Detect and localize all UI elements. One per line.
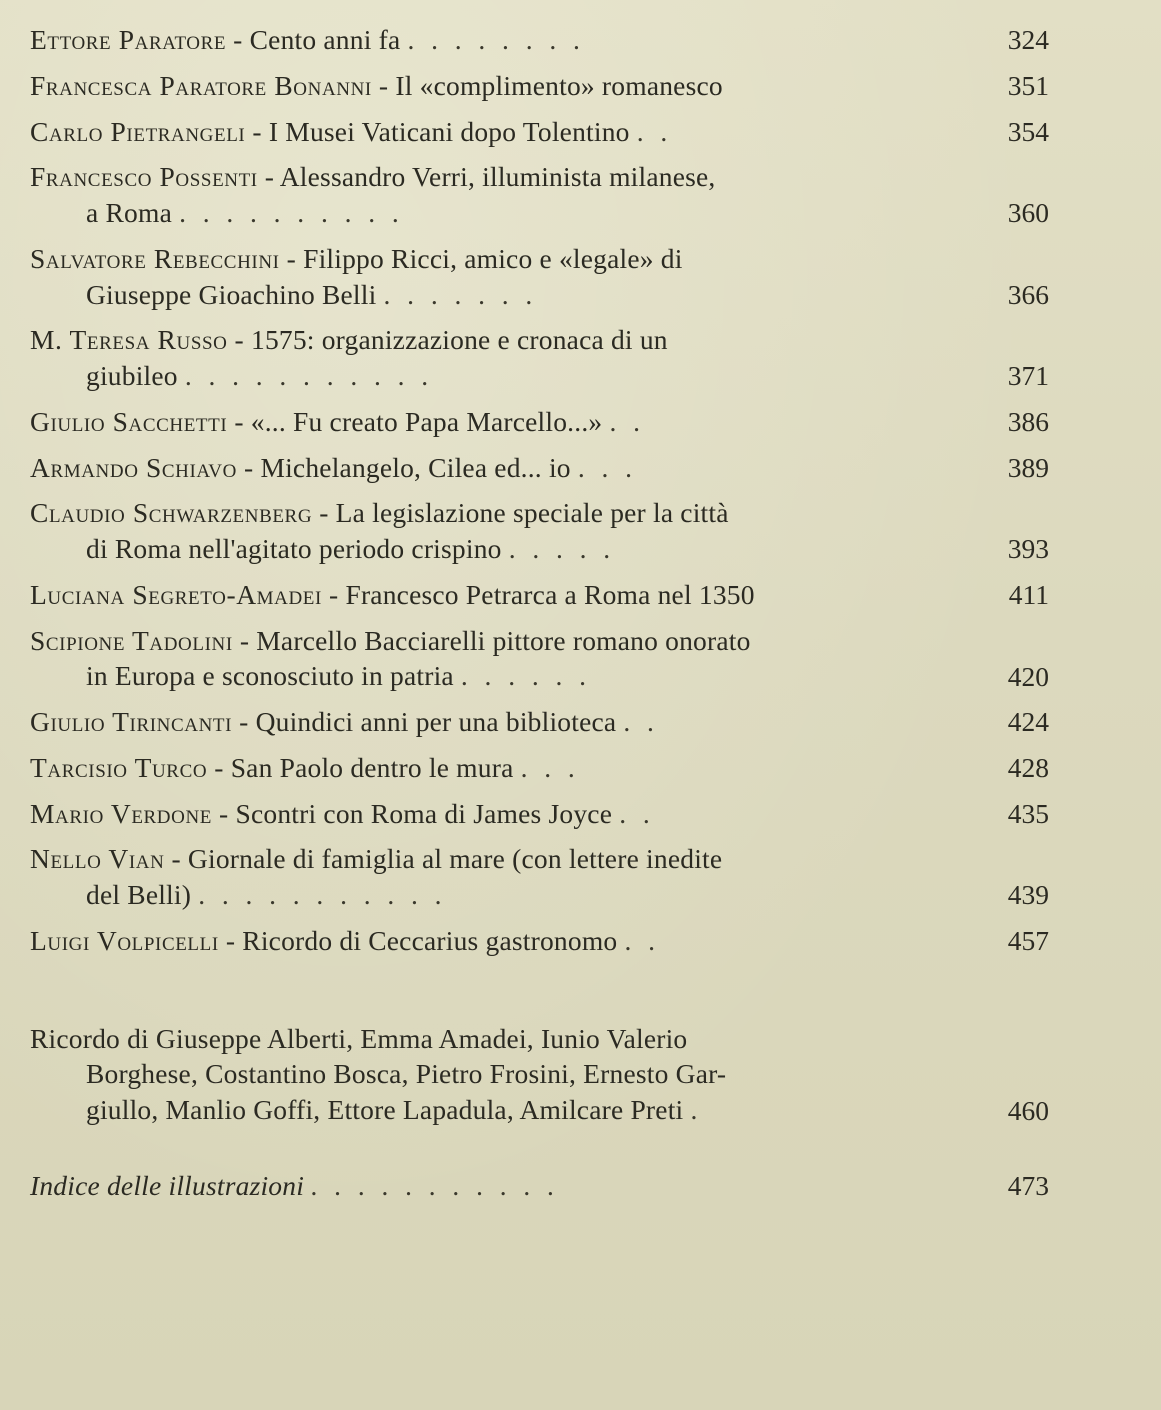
toc-entry[interactable] — [30, 495, 1049, 567]
toc-entry-text — [30, 1168, 1049, 1204]
memorial-line-2: Borghese, Costantino Bosca, Pietro Frosini, Ernesto Gar- — [86, 1058, 727, 1090]
toc-entry[interactable] — [30, 623, 1049, 695]
toc-entry-dash: - — [321, 578, 346, 610]
toc-entry-title: I Musei Vaticani dopo Tolentino — [268, 115, 630, 147]
toc-entry-author: Nello Vian — [30, 843, 165, 875]
toc-entry-continuation: giubileo . . . . . . . . . . . — [86, 360, 434, 391]
toc-entry-title: La legislazione speciale per la città — [335, 497, 729, 529]
toc-entry-author: Tarcisio Turco — [30, 751, 208, 783]
toc-page-number[interactable]: 439 — [1007, 879, 1049, 911]
toc-leaders: . . — [624, 924, 660, 956]
toc-entry-author: Francesca Paratore Bonanni — [30, 69, 372, 101]
toc-entry-text — [30, 623, 1049, 695]
toc-entry[interactable] — [30, 68, 1049, 104]
toc-entry-title: Il «complimento» romanesco — [395, 69, 723, 101]
toc-page-number[interactable]: 457 — [1007, 924, 1049, 956]
toc-leaders: . . . . . . . . — [407, 24, 585, 55]
toc-entry-dash: - — [245, 115, 269, 147]
toc-page-number[interactable]: 435 — [1007, 797, 1049, 829]
toc-entry-author: Armando Schiavo — [30, 451, 237, 483]
toc-page-number[interactable]: 360 — [1007, 197, 1049, 229]
toc-entry[interactable] — [30, 704, 1049, 740]
toc-entry-dash: - — [371, 69, 396, 101]
toc-entry-dash: - — [211, 797, 236, 829]
toc-entry-author: Mario Verdone — [30, 797, 212, 829]
memorial-line-3: giullo, Manlio Goffi, Ettore Lapadula, Amilcare Preti . — [86, 1094, 703, 1125]
toc-entry-continuation: di Roma nell'agitato periodo crispino . . . . . — [86, 533, 616, 564]
toc-page-number[interactable]: 324 — [1007, 24, 1049, 55]
toc-entry-text — [30, 68, 1049, 104]
toc-entry[interactable] — [30, 159, 1049, 231]
toc-entry-author: Carlo Pietrangeli — [30, 115, 246, 147]
toc-entry-title: Giornale di famiglia al mare (con lettere inedite — [187, 843, 723, 875]
toc-entry-title: Quindici anni per una biblioteca — [255, 706, 617, 737]
toc-entry-dash: - — [164, 843, 188, 875]
toc-entry-title: Michelangelo, Cilea ed... io — [260, 451, 571, 483]
toc-entry-title: Alessandro Verri, illuminista milanese, — [279, 161, 716, 193]
toc-entry[interactable] — [30, 241, 1049, 313]
toc-page-number[interactable]: 420 — [1007, 660, 1049, 692]
toc-entry-dash: - — [207, 751, 231, 783]
toc-entry-title: San Paolo dentro le mura — [230, 751, 514, 783]
toc-entry-text — [30, 114, 1049, 150]
toc-entry-title: Filippo Ricci, amico e «legale» di — [303, 242, 683, 274]
toc-entry-author: Salvatore Rebecchini — [30, 242, 280, 274]
toc-entry[interactable] — [30, 750, 1049, 786]
toc-entry-text — [30, 322, 1049, 394]
toc-entry-dash: - — [257, 161, 280, 193]
toc-entry-text — [30, 495, 1049, 567]
toc-leaders: . . . — [520, 751, 580, 783]
toc-entry-title: Francesco Petrarca a Roma nel 1350 — [345, 578, 755, 610]
toc-entry[interactable] — [30, 841, 1049, 913]
toc-entry[interactable] — [30, 322, 1049, 394]
toc-leaders: . . — [619, 797, 655, 829]
toc-entry-author: Luigi Volpicelli — [30, 924, 219, 956]
toc-entry-author: Claudio Schwarzenberg — [30, 497, 313, 529]
toc-page-number[interactable]: 473 — [1007, 1169, 1049, 1201]
toc-page-number[interactable]: 393 — [1007, 533, 1049, 565]
toc-leaders: . . . . . — [508, 533, 616, 564]
toc-entry-author: Luciana Segreto-Amadei — [30, 578, 322, 610]
toc-page-number[interactable]: 411 — [1008, 578, 1049, 610]
toc-leaders: . . . . . . . . . . . — [311, 1169, 560, 1201]
toc-page-number[interactable]: 428 — [1007, 751, 1049, 783]
toc-entry-title: Ricordo di Ceccarius gastronomo — [242, 924, 618, 956]
toc-leaders: . . — [609, 405, 645, 437]
toc-page-number[interactable]: 389 — [1007, 451, 1049, 483]
toc-page-number[interactable]: 366 — [1007, 278, 1049, 310]
toc-entry-text — [30, 241, 1049, 313]
toc-leaders: . . . . . . . . . . . — [184, 360, 434, 391]
toc-leaders: . . . — [577, 451, 637, 483]
toc-entry[interactable] — [30, 923, 1049, 959]
toc-leaders: . — [690, 1094, 703, 1125]
toc-entry-text — [30, 404, 1049, 440]
toc-entry[interactable] — [30, 577, 1049, 613]
toc-entry[interactable] — [30, 22, 1049, 58]
toc-entry-author: M. Teresa Russo — [30, 324, 228, 356]
toc-entry-title: «... Fu creato Papa Marcello...» — [250, 405, 603, 437]
toc-entry-continuation: del Belli) . . . . . . . . . . . — [86, 879, 447, 910]
toc-entry-dash: - — [232, 706, 256, 737]
toc-entry-text — [30, 159, 1049, 231]
toc-entry-text — [30, 750, 1049, 786]
toc-entry-text — [30, 796, 1049, 832]
toc-leaders: . . . . . . . . . . . — [198, 879, 447, 910]
toc-leaders: . . . . . . . . . . — [179, 197, 404, 228]
toc-entry-dash: - — [227, 324, 251, 356]
toc-entry-title: Cento anni fa — [249, 24, 401, 55]
toc-illustrations-entry[interactable] — [30, 1168, 1049, 1204]
section-spacer — [30, 969, 1049, 1021]
toc-entry-dash: - — [227, 405, 251, 437]
toc-entry-title: Marcello Bacciarelli pittore romano onorato — [256, 624, 751, 656]
illustrations-title: Indice delle illustrazioni — [30, 1169, 305, 1201]
toc-page-number[interactable]: 351 — [1007, 69, 1049, 101]
toc-entry-title: Scontri con Roma di James Joyce — [235, 797, 613, 829]
toc-entry-text — [30, 22, 1049, 58]
toc-entry-text — [30, 1021, 1049, 1128]
toc-entry-dash: - — [236, 451, 261, 483]
toc-entry-continuation: in Europa e sconosciuto in patria . . . . . . — [86, 660, 591, 692]
toc-entry-author: Scipione Tadolini — [30, 624, 233, 656]
toc-entry-dash: - — [312, 497, 336, 529]
toc-page-number[interactable]: 354 — [1007, 115, 1049, 147]
toc-entry[interactable] — [30, 796, 1049, 832]
toc-entry-author: Francesco Possenti — [30, 161, 258, 193]
toc-entry-continuation: a Roma . . . . . . . . . . — [86, 197, 404, 228]
memorial-line-1: Ricordo di Giuseppe Alberti, Emma Amadei, Iunio Valerio — [30, 1022, 688, 1054]
toc-entry-author: Giulio Tirincanti — [30, 706, 233, 737]
toc-leaders: . . — [636, 115, 673, 147]
toc-entry-author: Giulio Sacchetti — [30, 405, 228, 437]
toc-page-number[interactable]: 371 — [1007, 360, 1049, 392]
toc-entry-text — [30, 841, 1049, 913]
toc-entry[interactable] — [30, 450, 1049, 486]
toc-entry-text — [30, 450, 1049, 486]
toc-page-number[interactable]: 424 — [1007, 706, 1049, 737]
toc-page-number[interactable]: 386 — [1007, 405, 1049, 437]
toc-entry[interactable] — [30, 404, 1049, 440]
toc-entry-text — [30, 704, 1049, 740]
toc-entry-text — [30, 923, 1049, 959]
toc-entry-dash: - — [226, 24, 250, 55]
toc-entry-dash: - — [232, 624, 257, 656]
toc-entry-text — [30, 577, 1049, 613]
toc-memorial-entry[interactable] — [30, 1021, 1049, 1128]
toc-entry-author: Ettore Paratore — [30, 24, 227, 55]
toc-leaders: . . . . . . — [460, 660, 591, 692]
toc-entry-continuation: Giuseppe Gioachino Belli . . . . . . . — [86, 278, 538, 310]
toc-entry-dash: - — [218, 924, 243, 956]
toc-entry-title: 1575: organizzazione e cronaca di un — [251, 324, 668, 356]
toc-page-number[interactable]: 460 — [1007, 1094, 1049, 1126]
toc-list — [30, 22, 1049, 1204]
toc-entry-dash: - — [279, 242, 304, 274]
toc-leaders: . . — [623, 706, 659, 737]
toc-leaders: . . . . . . . — [383, 278, 538, 310]
toc-entry[interactable] — [30, 114, 1049, 150]
